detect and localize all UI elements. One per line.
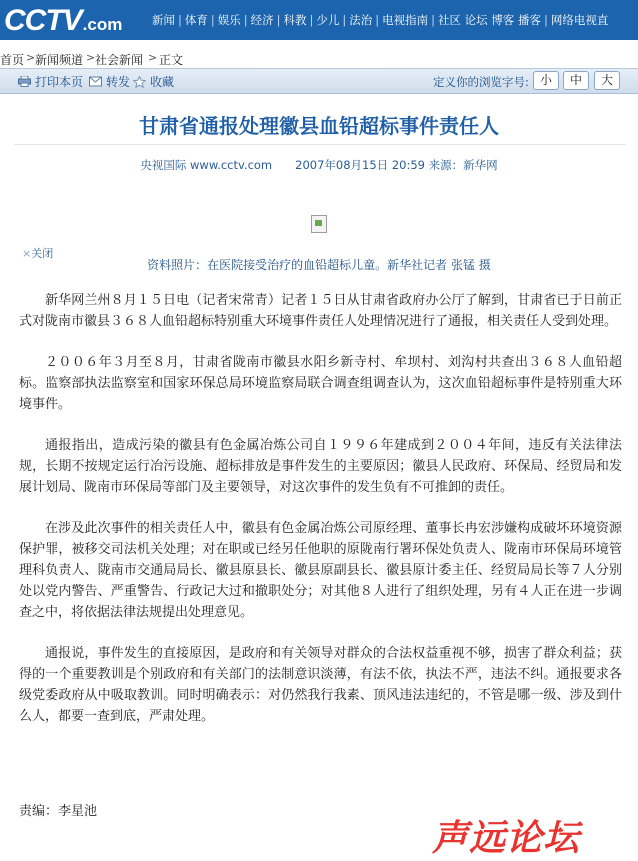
nav-item-blog[interactable]: 博客 bbox=[491, 13, 515, 27]
breadcrumb: 首页 > 新闻频道 > 社会新闻 > 正文 bbox=[0, 51, 184, 67]
breadcrumb-home[interactable]: 首页 bbox=[0, 53, 25, 67]
article-title: 甘肃省通报处理徽县血铅超标事件责任人 bbox=[139, 114, 499, 138]
star-icon bbox=[133, 76, 146, 87]
font-size-medium-button[interactable]: 中 bbox=[563, 71, 589, 90]
nav-item-law[interactable]: 法治 bbox=[349, 13, 373, 27]
nav-item-entertainment[interactable]: 娱乐 bbox=[217, 13, 241, 27]
font-size-large-button[interactable]: 大 bbox=[594, 71, 620, 90]
paragraph-5: 通报说，事件发生的直接原因，是政府和有关领导对群众的合法权益重视不够，损害了群众利益；获得的一个重要教训是个别政府和有关部门的法制意识淡薄，有法不依，执法不严，违法不纠。通报要求各级党委政府从中吸取教训。同时明确表示：对仍然我行我素、顶风违法违纪的，不管是哪一级、涉及到什么人，都要一查到底，严肃处理。 bbox=[19, 646, 622, 724]
forward-label: 转发 bbox=[106, 75, 131, 89]
article-image-placeholder bbox=[311, 215, 327, 233]
nav-item-news[interactable]: 新闻 bbox=[152, 13, 175, 27]
forum-watermark: 声远论坛 bbox=[432, 818, 581, 859]
font-size-label: 定义你的浏览字号: bbox=[433, 75, 529, 89]
print-button[interactable] bbox=[18, 73, 83, 90]
title-divider bbox=[14, 144, 626, 145]
nav-item-tv-guide[interactable]: 电视指南 bbox=[382, 13, 429, 27]
image-caption: 资料照片：在医院接受治疗的血铅超标儿童。新华社记者 张锰 摄 bbox=[147, 258, 491, 272]
paragraph-2: ２００６年３月至８月，甘肃省陇南市徽县水阳乡新寺村、牟坝村、刘沟村共查出３６８人血铅超标。监察部执法监察室和国家环保总局环境监察局联合调查组调查认为，这次血铅超标事件是特别重大环境事件。 bbox=[19, 355, 622, 412]
cctv-logo[interactable] bbox=[4, 4, 122, 36]
article-meta: 央视国际 www.cctv.com 2007年08月15日 20:59 来源：新华网 bbox=[140, 158, 498, 172]
forward-button[interactable] bbox=[89, 73, 130, 90]
article-toolbar bbox=[0, 68, 638, 94]
close-label: 关闭 bbox=[31, 247, 54, 260]
nav-item-forum[interactable]: 论坛 bbox=[464, 13, 488, 27]
top-nav-bar bbox=[0, 0, 638, 40]
nav-item-science-edu[interactable]: 科教 bbox=[283, 13, 307, 27]
breadcrumb-social-news[interactable]: 社会新闻 bbox=[95, 53, 144, 67]
article-editor: 责编：李星池 bbox=[19, 804, 98, 819]
printer-icon bbox=[18, 76, 31, 87]
nav-item-kids[interactable]: 少儿 bbox=[316, 13, 340, 27]
print-label: 打印本页 bbox=[35, 75, 84, 89]
breadcrumb-current: 正文 bbox=[159, 53, 184, 67]
logo-main-text: CCTV bbox=[4, 4, 82, 37]
close-icon: × bbox=[22, 247, 32, 260]
nav-item-podcast[interactable]: 播客 bbox=[517, 13, 541, 27]
nav-item-web-tv[interactable]: 网络电视直 bbox=[550, 13, 609, 27]
paragraph-4: 在涉及此次事件的相关责任人中，徽县有色金属冶炼公司原经理、董事长冉宏涉嫌构成破坏环境资源保护罪，被移交司法机关处理；对在职或已经另任他职的原陇南行署环保处负责人、陇南市环保局环境管理科负责人、陇南市交通局局长、徽县原县长、徽县原副县长、徽县原计委主任、经贸局局长等７人分别处以党内警告、严重警告、行政记大过和撤职处分；对其他８人进行了组织处理，另有４人正在进一步调查之中，将依据法律法规提出处理意见。 bbox=[19, 521, 622, 620]
favorite-button[interactable] bbox=[133, 73, 174, 90]
article-body bbox=[19, 290, 622, 747]
nav-item-community[interactable]: 社区 bbox=[438, 13, 461, 27]
favorite-label: 收藏 bbox=[150, 75, 175, 89]
paragraph-3: 通报指出，造成污染的徽县有色金属冶炼公司自１９９６年建成到２００４年间，违反有关法律法规，长期不按规定运行冶污设施、超标排放是事件发生的主要原因；徽县人民政府、环保局、经贸局和发展计划局、陇南市环保局等部门及主要领导，对这次事件的发生负有不可推卸的责任。 bbox=[19, 438, 622, 495]
nav-item-sports[interactable]: 体育 bbox=[184, 13, 208, 27]
font-size-small-button[interactable]: 小 bbox=[533, 71, 559, 90]
paragraph-1: 新华网兰州８月１５日电（记者宋常青）记者１５日从甘肃省政府办公厅了解到，甘肃省已于日前正式对陇南市徽县３６８人血铅超标特别重大环境事件责任人处理情况进行了通报，相关责任人受到处理。 bbox=[19, 293, 622, 329]
channel-nav: 新闻 | 体育 | 娱乐 | 经济 | 科教 | 少儿 | 法治 | 电视指南 | 社区 论坛 博客 播客 | 网络电视直 bbox=[152, 13, 609, 27]
breadcrumb-news-channel[interactable]: 新闻频道 bbox=[35, 53, 84, 67]
nav-item-economy[interactable]: 经济 bbox=[250, 13, 274, 27]
envelope-icon bbox=[89, 76, 102, 87]
logo-suffix-text: .com bbox=[82, 15, 123, 34]
